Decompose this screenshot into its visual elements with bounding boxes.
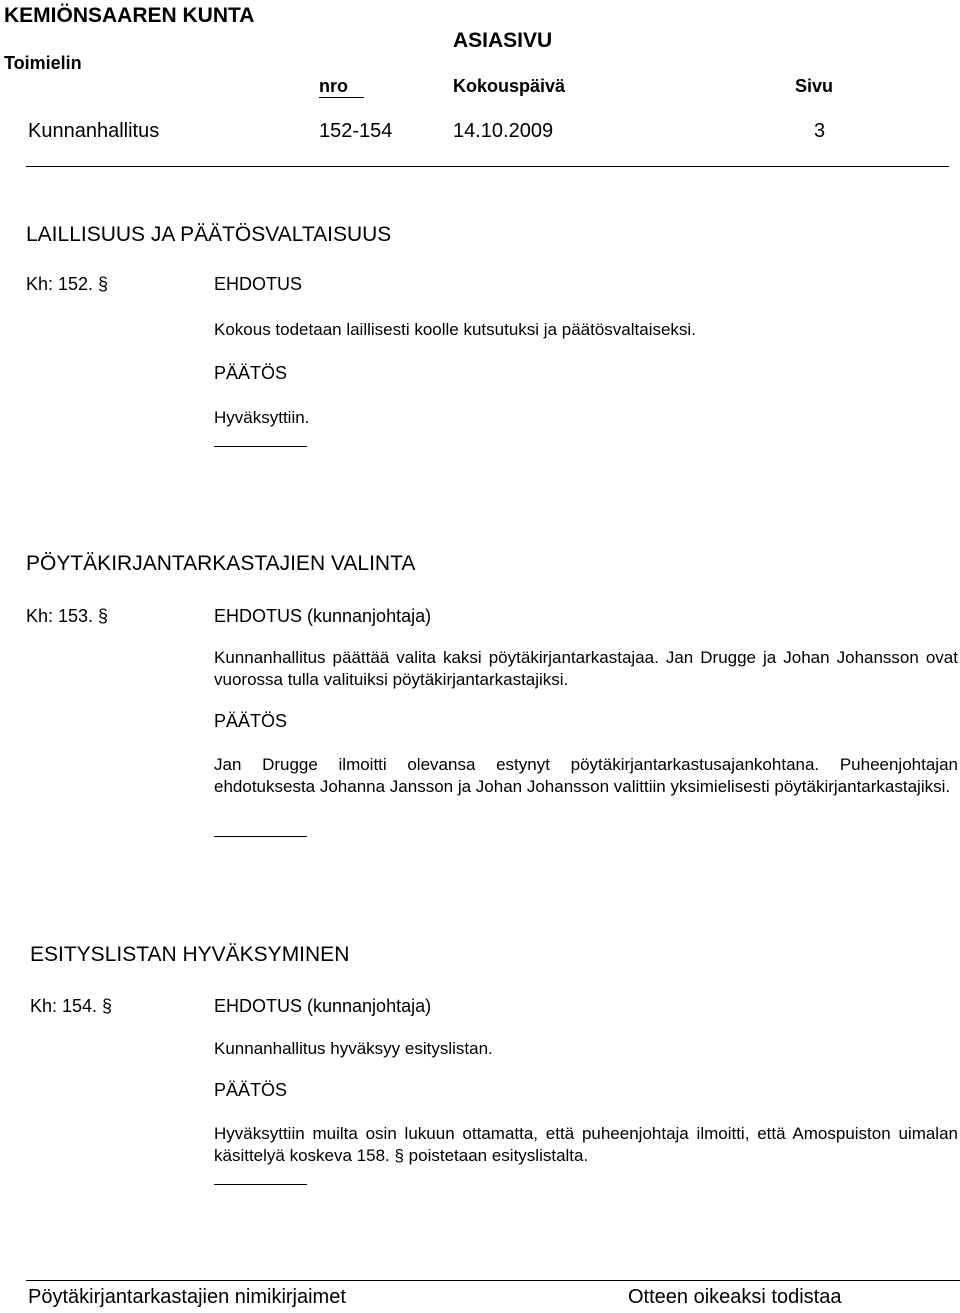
decision-label: PÄÄTÖS (214, 363, 288, 383)
page-value: 3 (814, 120, 826, 142)
page-column-label: Sivu (795, 76, 834, 96)
footer-certification-label: Otteen oikeaksi todistaa (628, 1286, 842, 1308)
header-divider (26, 166, 949, 167)
decision-text: Jan Drugge ilmoitti olevansa estynyt pöytäkirjantarkastusajankohtana. Puheenjohtajan ehdotuksesta Johanna Jansson ja Johan Johansson valittiin yksimielisesti pöytäkirjantarkastajiksi. (214, 755, 958, 796)
meeting-date-column-label: Kokouspäivä (453, 76, 566, 96)
decision-text: Hyväksyttiin. (214, 408, 310, 427)
nro-column-label: nro (319, 76, 348, 96)
section-end-rule (214, 836, 307, 837)
proposal-text: Kunnanhallitus päättää valita kaksi pöytäkirjantarkastajaa. Jan Drugge ja Johan Johansson ovat vuorossa tulla valituiksi pöytäkirjantarkastajiksi. (214, 648, 958, 689)
section-title: LAILLISUUS JA PÄÄTÖSVALTAISUUS (26, 223, 392, 246)
decision-label: PÄÄTÖS (214, 711, 288, 731)
proposal-label: EHDOTUS (kunnanjohtaja) (214, 996, 432, 1016)
item-number: Kh: 154. § (30, 996, 113, 1016)
section-title: PÖYTÄKIRJANTARKASTAJIEN VALINTA (26, 552, 416, 575)
item-number: Kh: 152. § (26, 274, 109, 294)
meeting-date-value: 14.10.2009 (453, 120, 554, 142)
nro-underline (319, 97, 364, 98)
proposal-text: Kunnanhallitus hyväksyy esityslistan. (214, 1039, 493, 1058)
nro-value: 152-154 (319, 120, 393, 142)
section-end-rule (214, 446, 307, 447)
section-end-rule (214, 1184, 307, 1185)
decision-label: PÄÄTÖS (214, 1080, 288, 1100)
proposal-label: EHDOTUS (214, 274, 303, 294)
footer-signature-label: Pöytäkirjantarkastajien nimikirjaimet (28, 1286, 346, 1308)
proposal-text: Kokous todetaan laillisesti koolle kutsutuksi ja päätösvaltaiseksi. (214, 320, 696, 339)
department-label: Toimielin (4, 53, 82, 73)
document-type-title: ASIASIVU (453, 29, 553, 52)
organization-name: KEMIÖNSAAREN KUNTA (4, 4, 255, 27)
section-title: ESITYSLISTAN HYVÄKSYMINEN (30, 943, 350, 966)
proposal-label: EHDOTUS (kunnanjohtaja) (214, 606, 432, 626)
body-name: Kunnanhallitus (28, 120, 160, 142)
footer-divider (26, 1280, 960, 1281)
item-number: Kh: 153. § (26, 606, 109, 626)
decision-text: Hyväksyttiin muilta osin lukuun ottamatta, että puheenjohtaja ilmoitti, että Amospuiston uimalan käsittelyä koskeva 158. § poistetaan esityslistalta. (214, 1124, 958, 1165)
